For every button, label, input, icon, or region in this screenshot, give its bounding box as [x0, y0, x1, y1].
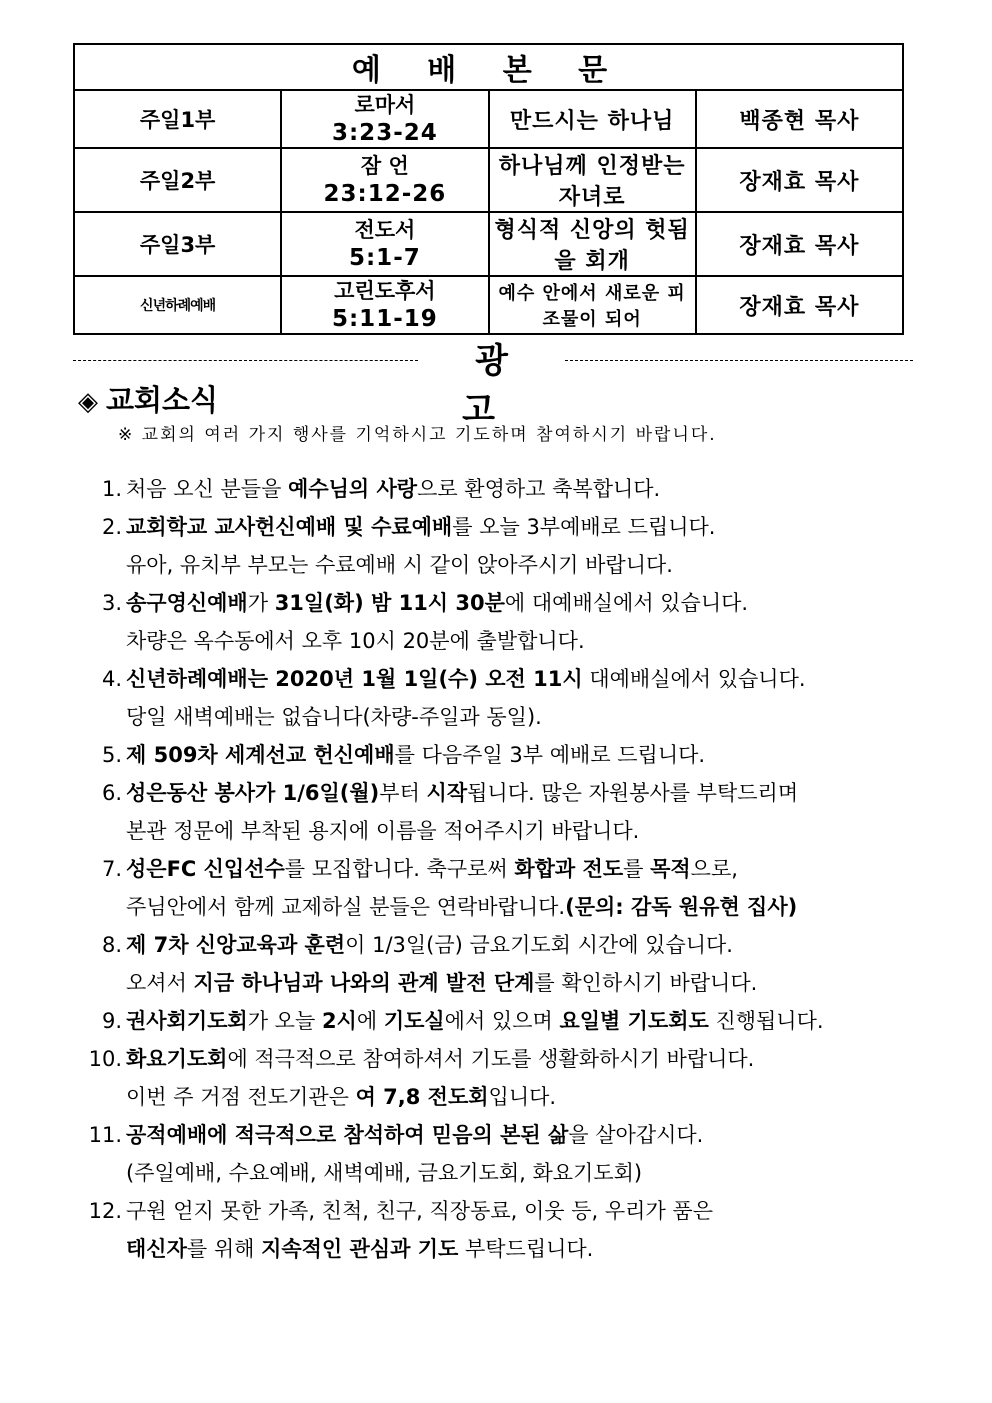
emphasis-text: (문의: 감독 원유현 집사)	[565, 895, 798, 919]
scripture-ref: 23:12-26	[323, 181, 447, 207]
item-number: 7.	[101, 857, 122, 881]
item-number: 8.	[101, 933, 122, 957]
emphasis-text: 지금 하나님과 나와의 관계 발전 단계	[193, 971, 535, 995]
item-line	[126, 1002, 932, 1040]
sermon-title: 형식적 신앙의 헛됨을 회개	[489, 212, 696, 276]
item-line	[126, 508, 932, 546]
announcement-item	[72, 1040, 932, 1116]
emphasis-text: 신년하례예배는 2020년 1월 1일(수) 오전 11시	[126, 667, 583, 691]
item-text: 를 모집합니다. 축구로써	[284, 857, 515, 881]
item-text: 대예배실에서 있습니다.	[582, 667, 806, 691]
item-text: 에서 있으며	[444, 1009, 560, 1033]
item-body	[126, 470, 932, 508]
item-text: 에 대예배실에서 있습니다.	[504, 591, 749, 615]
announcement-item	[72, 1116, 932, 1192]
item-line	[126, 470, 932, 508]
item-number: 2.	[101, 515, 122, 539]
item-body	[126, 660, 932, 736]
schedule-row	[74, 276, 903, 334]
item-text: 입니다.	[488, 1085, 557, 1109]
schedule-row	[74, 90, 903, 148]
diamond-bullet-icon: ◈	[78, 387, 98, 417]
item-text: 본관 정문에 부착된 용지에 이름을 적어주시기 바랍니다.	[126, 819, 640, 843]
emphasis-text: 목적	[650, 857, 691, 881]
item-text: 주님안에서 함께 교제하실 분들은 연락바랍니다.	[126, 895, 566, 919]
item-line	[126, 1192, 932, 1230]
item-line	[126, 622, 932, 660]
schedule-row	[74, 148, 903, 212]
item-body	[126, 584, 932, 660]
announcement-item	[72, 1192, 932, 1268]
emphasis-text: 요일별 기도회도	[559, 1009, 709, 1033]
item-body	[126, 1002, 932, 1040]
sermon-title: 만드시는 하나님	[489, 90, 696, 148]
item-text: 진행됩니다.	[708, 1009, 824, 1033]
item-line	[126, 698, 932, 736]
scripture	[281, 276, 488, 334]
emphasis-text: 태신자	[126, 1237, 187, 1261]
scripture-ref: 5:1-7	[348, 245, 421, 271]
item-body	[126, 736, 932, 774]
item-line	[126, 584, 932, 622]
scripture-ref: 3:23-24	[331, 120, 438, 146]
item-text: 처음 오신 분들을	[126, 477, 289, 501]
item-line	[126, 1116, 932, 1154]
scripture-book: 로마서	[354, 93, 416, 117]
item-line	[126, 1040, 932, 1078]
item-number: 5.	[101, 743, 122, 767]
service-name: 신년하례예배	[74, 276, 281, 334]
scripture-book: 고린도후서	[334, 279, 436, 303]
item-body	[126, 774, 932, 850]
item-text: 가	[247, 591, 275, 615]
scripture	[281, 90, 488, 148]
schedule-title: 예 배 본 문	[74, 44, 903, 90]
announcement-list	[72, 470, 932, 1268]
item-body	[126, 1192, 932, 1268]
item-number: 1.	[101, 477, 122, 501]
item-line	[126, 1230, 932, 1268]
item-body	[126, 1116, 932, 1192]
emphasis-text: 성은동산 봉사가 1/6일(월)	[126, 781, 380, 805]
item-text: 구원 얻지 못한 가족, 친척, 친구, 직장동료, 이웃 등, 우리가 품은	[126, 1199, 713, 1223]
item-text: 를 확인하시기 바랍니다.	[534, 971, 758, 995]
church-news-note: ※ 교회의 여러 가지 행사를 기억하시고 기도하며 참여하시기 바랍니다.	[118, 425, 717, 445]
divider	[565, 360, 913, 361]
announcement-item	[72, 774, 932, 850]
item-number: 6.	[101, 781, 122, 805]
announcement-item	[72, 926, 932, 1002]
item-text: 부터	[379, 781, 427, 805]
emphasis-text: 송구영신예배	[126, 591, 248, 615]
announcement-item	[72, 470, 932, 508]
scripture	[281, 148, 488, 212]
emphasis-text: 교회학교 교사헌신예배 및 수료예배	[126, 515, 453, 539]
announcement-item	[72, 1002, 932, 1040]
emphasis-text: 지속적인 관심과 기도	[261, 1237, 459, 1261]
emphasis-text: 공적예배에 적극적으로 참석하여 믿음의 본된 삶	[126, 1123, 569, 1147]
item-number: 9.	[101, 1009, 122, 1033]
item-body	[126, 850, 932, 926]
item-number: 11.	[88, 1123, 122, 1147]
item-text: 이번 주 거점 전도기관은	[126, 1085, 356, 1109]
item-line	[126, 736, 932, 774]
item-line	[126, 964, 932, 1002]
item-text: (주일예배, 수요예배, 새벽예배, 금요기도회, 화요기도회)	[126, 1161, 643, 1185]
item-line	[126, 850, 932, 888]
announcement-item	[72, 660, 932, 736]
item-text: 오셔서	[126, 971, 194, 995]
item-line	[126, 888, 932, 926]
item-line	[126, 774, 932, 812]
item-text: 이 1/3일(금) 금요기도회 시간에 있습니다.	[345, 933, 733, 957]
item-number: 3.	[101, 591, 122, 615]
preacher: 장재효 목사	[696, 276, 903, 334]
scripture-book: 전도서	[354, 218, 416, 242]
item-line	[126, 812, 932, 850]
service-name: 주일3부	[74, 212, 281, 276]
preacher: 장재효 목사	[696, 212, 903, 276]
item-text: 차량은 옥수동에서 오후 10시 20분에 출발합니다.	[126, 629, 585, 653]
emphasis-text: 여 7,8 전도회	[355, 1085, 489, 1109]
divider	[73, 360, 418, 361]
item-text: 을 살아갑시다.	[568, 1123, 704, 1147]
sermon-title: 예수 안에서 새로운 피조물이 되어	[489, 276, 696, 334]
announcement-item	[72, 508, 932, 584]
emphasis-text: 2시	[321, 1009, 357, 1033]
announcement-item	[72, 736, 932, 774]
item-line	[126, 546, 932, 584]
emphasis-text: 제 509차 세계선교 헌신예배	[126, 743, 395, 767]
church-news-heading	[78, 378, 218, 419]
scripture-ref: 5:11-19	[331, 306, 438, 332]
item-number: 10.	[88, 1047, 122, 1071]
item-text: 으로,	[690, 857, 738, 881]
item-line	[126, 1078, 932, 1116]
item-text: 가 오늘	[247, 1009, 322, 1033]
church-news-title: 교회소식	[106, 383, 219, 417]
emphasis-text: 예수님의 사랑	[288, 477, 418, 501]
announcement-item	[72, 850, 932, 926]
emphasis-text: 권사회기도회	[126, 1009, 248, 1033]
preacher: 장재효 목사	[696, 148, 903, 212]
scripture-book: 잠 언	[360, 154, 409, 178]
item-text: 를 위해	[186, 1237, 262, 1261]
service-name: 주일1부	[74, 90, 281, 148]
preacher: 백종현 목사	[696, 90, 903, 148]
schedule-row	[74, 212, 903, 276]
worship-schedule-table	[73, 43, 904, 335]
item-text: 됩니다. 많은 자원봉사를 부탁드리며	[467, 781, 799, 805]
emphasis-text: 제 7차 신앙교육과 훈련	[126, 933, 346, 957]
sermon-title: 하나님께 인정받는 자녀로	[489, 148, 696, 212]
item-body	[126, 508, 932, 584]
item-text: 를	[623, 857, 651, 881]
item-text: 유아, 유치부 부모는 수료예배 시 같이 앉아주시기 바랍니다.	[126, 553, 673, 577]
service-name: 주일2부	[74, 148, 281, 212]
item-body	[126, 1040, 932, 1116]
scripture	[281, 212, 488, 276]
emphasis-text: 시작	[426, 781, 468, 805]
item-text: 에	[356, 1009, 384, 1033]
announcements-title: 광 고	[462, 341, 534, 430]
item-text: 를 다음주일 3부 예배로 드립니다.	[394, 743, 706, 767]
item-number: 4.	[101, 667, 122, 691]
item-text: 를 오늘 3부예배로 드립니다.	[452, 515, 716, 539]
item-line	[126, 1154, 932, 1192]
emphasis-text: 31일(화) 밤 11시 30분	[274, 591, 505, 615]
item-text: 에 적극적으로 참여하셔서 기도를 생활화하시기 바랍니다.	[227, 1047, 755, 1071]
item-line	[126, 660, 932, 698]
emphasis-text: 성은FC 신입선수	[126, 857, 285, 881]
item-number: 12.	[88, 1199, 122, 1223]
item-text: 으로 환영하고 축복합니다.	[417, 477, 661, 501]
announcement-item	[72, 584, 932, 660]
emphasis-text: 화합과 전도	[514, 857, 624, 881]
emphasis-text: 기도실	[383, 1009, 445, 1033]
item-text: 당일 새벽예배는 없습니다(차량-주일과 동일).	[126, 705, 542, 729]
item-text: 부탁드립니다.	[458, 1237, 594, 1261]
item-body	[126, 926, 932, 1002]
emphasis-text: 화요기도회	[126, 1047, 228, 1071]
item-line	[126, 926, 932, 964]
